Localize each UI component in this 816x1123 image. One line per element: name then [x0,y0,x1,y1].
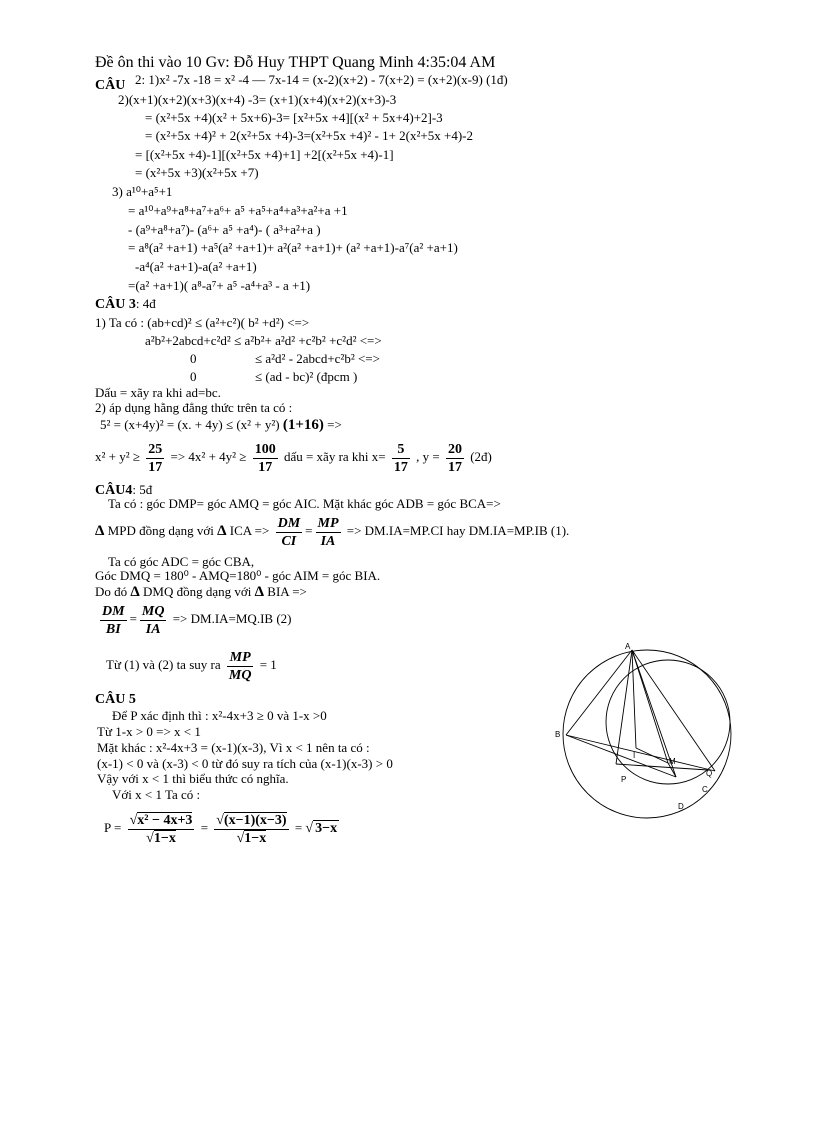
denominator: 17 [393,459,408,475]
cau2-heading: CÂU [95,78,126,93]
cau4-text: MPD đồng dạng với [107,523,214,538]
denominator: √1−x [236,830,267,846]
cau4-text: DMQ đồng dạng với [143,584,252,599]
cau2-line: =(a² +a+1)( a⁸-a⁷+ a⁵ -a⁴+a³ - a +1) [128,278,311,293]
p-label: P = [104,820,122,835]
cau3-line-7 [100,417,342,433]
cau3-heading-row [95,296,156,312]
fraction [100,603,127,638]
cau3-line: ≤ a²d² - 2abcd+c²b² <=> [255,351,380,366]
cau5-line: (x-1) < 0 và (x-3) < 0 từ đó suy ra tích của (x-1)(x-3) > 0 [97,756,393,771]
denominator: 17 [447,459,462,475]
point-label-c: C [702,785,708,794]
numerator: DM [102,603,125,619]
fraction [146,441,164,476]
fraction [446,441,464,476]
numerator: 20 [447,441,462,457]
cau2-line: 3) a¹⁰+a⁵+1 [112,184,173,199]
cau3-text: (2đ) [470,449,492,464]
cau3-line: Dấu = xãy ra khi ad=bc. [95,385,221,400]
segment [566,735,676,777]
fraction [128,812,195,847]
cau4-line: Ta có góc ADC = góc CBA, [108,554,255,569]
point-label-m: M [669,757,676,766]
cau2-line: = a⁸(a² +a+1) +a⁵(a² +a+1)+ a²(a² +a+1)+ (a² +a+1)-a⁷(a² +a+1) [128,240,458,255]
cau3-zero: 0 [190,369,197,384]
triangle-icon: Δ [217,523,227,539]
denominator: IA [320,533,336,549]
point-label-q: Q [706,769,713,778]
geometry-figure [548,636,734,826]
cau4-line-6: $\frac{DM}{BI}$ = $\frac{MQ}{IA}$ => DM.IA=MQ.IB (2) [102,603,292,637]
cau4-points: : 5đ [132,482,153,497]
numerator: √x² − 4x+3 [129,812,193,828]
cau3-line: a²b²+2abcd+c²d² ≤ a²b²+ a²d² +c²b² +c²d² <=> [145,333,382,348]
segment [632,650,636,748]
point-label-d: D [678,802,684,811]
cau3-text: => [327,417,342,432]
cau4-text: => DM.IA=MP.CI hay DM.IA=MP.IB (1). [346,523,570,538]
cau5-line: Để P xác định thì : x²-4x+3 ≥ 0 và 1-x >0 [112,708,327,723]
denominator: 17 [258,459,273,475]
denominator: 17 [148,459,163,475]
numerator: DM [277,515,301,531]
fraction [227,649,254,684]
denominator: √1−x [146,830,176,846]
radicand: 1−x [244,830,267,846]
cau3-text: dấu = xãy ra khi x= [283,449,386,464]
numerator: MQ [141,603,165,619]
cau3-zero: 0 [190,351,197,366]
point-label-i: I [633,751,636,760]
numerator: √(x−1)(x−3) [216,812,287,828]
cau5-line: Từ 1-x > 0 => x < 1 [97,724,201,739]
cau4-text: Từ (1) và (2) ta suy ra [106,657,221,672]
cau5-line: Mặt khác : x²-4x+3 = (x-1)(x-3), Vì x < 1 nên ta có : [97,740,370,755]
cau3-line: ≤ (ad - bc)² (đpcm ) [255,369,358,384]
cau5-line: Với x < 1 Ta có : [112,787,201,802]
cau2-line: = [(x²+5x +4)-1][(x²+5x +4)+1] +2[(x²+5x +4)-1] [135,147,394,162]
denominator: CI [281,533,297,549]
radicand: 3−x [315,821,338,837]
cau4-line: Ta có : góc DMP= góc AMQ = góc AIC. Mặt khác góc ADB = góc BCA=> [108,496,501,511]
numerator: MP [317,515,339,531]
segment [632,650,668,763]
cau2-line: = (x²+5x +3)(x²+5x +7) [135,165,259,180]
segment [632,650,715,771]
cau3-line: 2) áp dụng hằng đẳng thức trên ta có : [95,400,293,415]
denominator: MQ [228,667,252,683]
cau4-line-7 [106,648,277,684]
cau3-line-8 [95,440,492,476]
cau2-line: 2: 1)x² -7x -18 = x² -4 — 7x-14 = (x-2)(x+2) - 7(x+2) = (x+2)(x-9) (1đ) [135,72,508,87]
segment [616,764,708,770]
numerator: 5 [392,441,410,459]
radicand: 1−x [153,830,176,846]
cau3-heading: CÂU 3 [95,297,136,312]
fraction [140,603,167,638]
page-header: Đề ôn thi vào 10 Gv: Đỗ Huy THPT Quang Minh 4:35:04 AM [95,54,496,71]
fraction [316,515,341,550]
cau2-line: = a¹⁰+a⁹+a⁸+a⁷+a⁶+ a⁵ +a⁵+a⁴+a³+a²+a +1 [128,203,348,218]
numerator: 100 [254,441,276,457]
fraction [392,441,410,476]
fraction [276,515,303,550]
cau2-line: = (x²+5x +4)² + 2(x²+5x +4)-3=(x²+5x +4)² - 1+ 2(x²+5x +4)-2 [145,128,473,143]
fraction [253,441,278,476]
sqrt: √ 3−x [305,821,338,837]
cau2-line: -a⁴(a² +a+1)-a(a² +a+1) [135,259,257,274]
cau4-line: Góc DMQ = 180⁰ - AMQ=180⁰ - góc AIM = góc BIA. [95,568,381,583]
cau4-text: Do đó [95,584,128,599]
point-label-a: A [625,642,631,651]
cau5-heading: CÂU 5 [95,692,136,707]
triangle-icon: Δ [254,584,265,600]
radicand: x² − 4x+3 [137,812,193,828]
radicand: (x−1)(x−3) [223,812,287,828]
cau5-p-formula: P = $\frac{\text{√x² − 4x+3}}{√1-x}$ = $\frac{√(x-1)(x-3)}{√1-x}$ = √ 3−x [104,804,339,853]
cau4-line-2: Δ MPD đồng dạng với Δ ICA => $\frac{DM}{CI}$ = $\frac{MP}{IA}$ => DM.IA=MP.CI hay DM.IA=MP.IB (1). [95,515,570,549]
cau2-line: 2)(x+1)(x+2)(x+3)(x+4) -3= (x+1)(x+4)(x+2)(x+3)-3 [118,92,397,107]
point-label-b: B [555,730,561,739]
cau3-text: , y = [416,449,440,464]
triangle-icon: Δ [130,584,140,600]
cau5-line: Vậy với x < 1 thì biểu thức có nghĩa. [97,771,289,786]
cau4-text: BIA => [267,584,307,599]
cau3-text: x² + y² ≥ [95,449,141,464]
triangle-icon: Δ [95,523,105,539]
segment [636,748,668,763]
cau3-text: 5² = (x+4y)² = (x. + 4y) ≤ (x² + y²) [100,417,280,432]
cau4-line-5 [95,584,307,600]
cau3-text: => 4x² + 4y² ≥ [170,449,247,464]
denominator: IA [145,621,161,637]
cau3-line: 1) Ta có : (ab+cd)² ≤ (a²+c²)( b² +d²) <=> [95,315,310,330]
cau2-line: - (a⁹+a⁸+a⁷)- (a⁶+ a⁵ +a⁴)- ( a³+a²+a ) [128,222,321,237]
denominator: BI [105,621,121,637]
point-label-p: P [621,775,627,784]
fraction [214,812,288,847]
cau2-line: = (x²+5x +4)(x² + 5x+6)-3= [x²+5x +4][(x² + 5x+4)+2]-3 [145,110,443,125]
cau3-bold-term: (1+16) [282,417,324,433]
numerator: MP [227,649,254,667]
cau4-text: => DM.IA=MQ.IB (2) [172,611,292,626]
cau3-points: : 4đ [135,296,156,311]
cau4-text: ICA => [229,523,270,538]
cau4-heading: CÂU4 [95,483,133,498]
cau4-text: = 1 [259,657,277,672]
numerator: 25 [148,441,163,457]
